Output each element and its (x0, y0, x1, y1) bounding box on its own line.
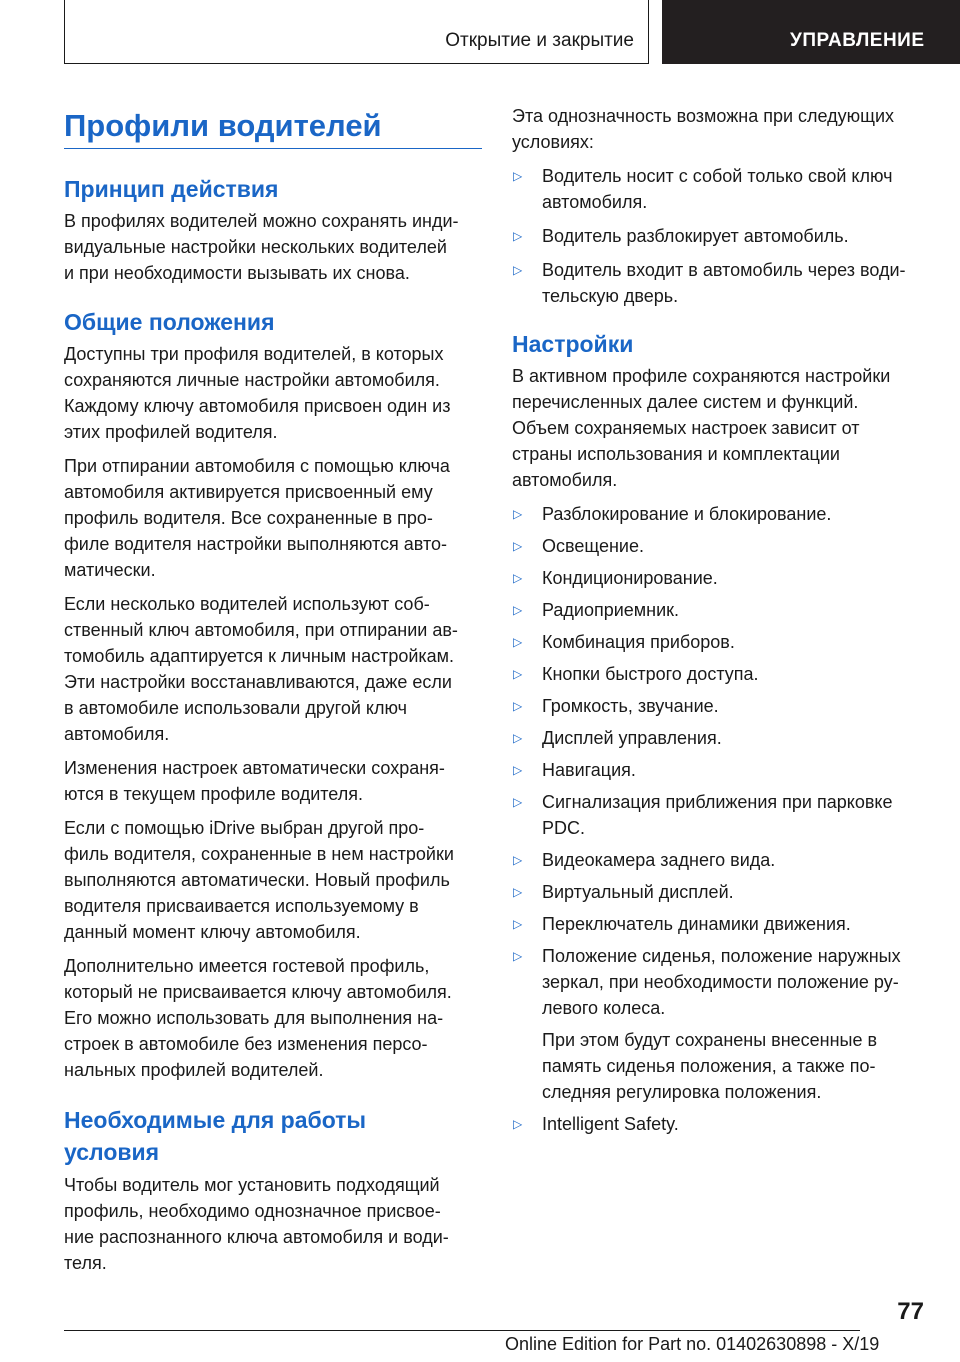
triangle-bullet-icon: ▷ (513, 795, 523, 809)
triangle-bullet-icon: ▷ (513, 853, 523, 867)
triangle-bullet-icon: ▷ (513, 667, 523, 681)
paragraph-general-1: Доступны три профиля водителей, в которых сохраняются личные настройки автомобиля. Каждому ключу автомобиля присвоен один из этих профилей водителя. (64, 344, 451, 442)
conditions-list (512, 163, 932, 309)
list-item: ▷ Intelligent Safety. (512, 1111, 932, 1137)
triangle-bullet-icon: ▷ (513, 949, 523, 963)
footer-edition: Online Edition for Part no. 01402630898 - X/19 (505, 1334, 880, 1354)
heading-principle: Принцип действия (64, 176, 279, 202)
paragraph-uniqueness: Эта однозначность возможна при следующих условиях: (512, 106, 895, 152)
heading-settings: Настройки (512, 331, 634, 357)
list-item: ▷ Разблокирование и блокирование. (512, 501, 932, 527)
triangle-bullet-icon: ▷ (513, 539, 523, 553)
header-chapter-title: УПРАВЛЕНИЕ (790, 30, 925, 51)
triangle-bullet-icon: ▷ (513, 699, 523, 713)
triangle-bullet-icon: ▷ (513, 507, 523, 521)
triangle-bullet-icon: ▷ (513, 731, 523, 745)
heading-conditions: Необходимые для работы условия (64, 1107, 367, 1165)
paragraph-general-4: Изменения настроек автоматически сохраня- ются в текущем профиле водителя. (64, 758, 445, 804)
title-rule (64, 148, 482, 149)
footer-rule (64, 1330, 860, 1331)
list-item: ▷ Водитель разблокирует автомобиль. (512, 223, 932, 249)
right-column (512, 103, 932, 1137)
list-item: ▷ Виртуальный дисплей. (512, 879, 932, 905)
list-item: ▷ Водитель входит в автомобиль через води- тельскую дверь. (512, 257, 932, 309)
triangle-bullet-icon: ▷ (513, 263, 523, 277)
triangle-bullet-icon: ▷ (513, 229, 523, 243)
list-item: ▷ Кондиционирование. (512, 565, 932, 591)
triangle-bullet-icon: ▷ (513, 917, 523, 931)
list-item: ▷ Переключатель динамики движения. (512, 911, 932, 937)
paragraph-settings: В активном профиле сохраняются настройки перечисленных далее систем и функций. Объем сохраняемых настроек зависит от страны использования и комплектации автомобиля. (512, 366, 891, 490)
settings-list (512, 501, 932, 1137)
header-section-title: Открытие и закрытие (445, 30, 634, 51)
list-item: ▷ Навигация. (512, 757, 932, 783)
paragraph-general-3: Если несколько водителей используют соб- ственный ключ автомобиля, при отпирании ав- томобиль адаптируется к личным настройкам. Эти настройки восстанавливаются, даже если в автомобиле использовали другой ключ автомобиля. (64, 594, 458, 744)
list-item: ▷ Сигнализация приближения при парковке PDC. (512, 789, 932, 841)
triangle-bullet-icon: ▷ (513, 635, 523, 649)
paragraph-general-6: Дополнительно имеется гостевой профиль, который не присваивается ключу автомобиля. Его можно использовать для выполнения на- строек в автомобиле без изменения персо- нальных профилей водителей. (64, 956, 452, 1080)
left-column (64, 174, 484, 1276)
paragraph-conditions: Чтобы водитель мог установить подходящий профиль, необходимо однозначное присвое- ние распознанного ключа автомобиля и води- теля. (64, 1175, 449, 1273)
list-item: ▷ Кнопки быстрого доступа. (512, 661, 932, 687)
triangle-bullet-icon: ▷ (513, 885, 523, 899)
list-item: ▷ Водитель носит с собой только свой ключ автомобиля. (512, 163, 932, 215)
triangle-bullet-icon: ▷ (513, 571, 523, 585)
page-title: Профили водителей (64, 108, 382, 143)
triangle-bullet-icon: ▷ (513, 763, 523, 777)
heading-general: Общие положения (64, 309, 275, 335)
triangle-bullet-icon: ▷ (513, 169, 523, 183)
list-item: ▷ Комбинация приборов. (512, 629, 932, 655)
list-item: ▷ Громкость, звучание. (512, 693, 932, 719)
page-number: 77 (897, 1298, 924, 1325)
triangle-bullet-icon: ▷ (513, 603, 523, 617)
header-chapter-tab (662, 0, 960, 64)
list-item: ▷ Освещение. (512, 533, 932, 559)
seat-memory-note: При этом будут сохранены внесенные в память сиденья положения, а также по- следняя регулировка положения. (542, 1030, 878, 1102)
list-item: ▷ Дисплей управления. (512, 725, 932, 751)
list-item: ▷ Видеокамера заднего вида. (512, 847, 932, 873)
paragraph-general-2: При отпирании автомобиля с помощью ключа автомобиля активируется присвоенный ему профиль водителя. Все сохраненные в про- филе водителя настройки выполняются авто- матически. (64, 456, 450, 580)
list-item: ▷ Радиоприемник. (512, 597, 932, 623)
list-item: ▷ Положение сиденья, положение наружных зеркал, при необходимости положение ру- левого колеса. (512, 943, 932, 1021)
triangle-bullet-icon: ▷ (513, 1117, 523, 1131)
paragraph-principle: В профилях водителей можно сохранять инди- видуальные настройки нескольких водителей и при необходимости вызывать их снова. (64, 211, 459, 283)
paragraph-general-5: Если с помощью iDrive выбран другой про- филь водителя, сохраненные в нем настройки выполняются автоматически. Новый профиль водителя присваивается используемому в данный момент ключу автомобиля. (64, 818, 454, 942)
header-section-box (64, 0, 649, 64)
